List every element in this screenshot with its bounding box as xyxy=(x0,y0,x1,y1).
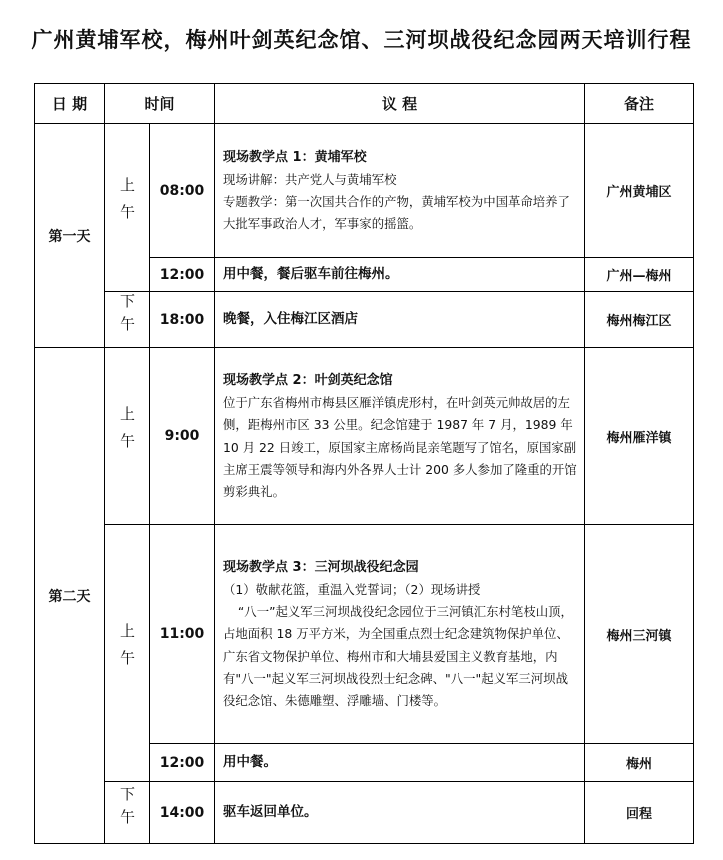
table-row xyxy=(35,782,694,844)
agenda-cell xyxy=(215,525,585,744)
agenda-cell: 晚餐，入住梅江区酒店 xyxy=(215,292,585,348)
agenda-line: 专题教学：第一次国共合作的产物，黄埔军校为中国革命培养了大批军事政治人才，军事家的摇篮。 xyxy=(223,194,570,232)
note-cell: 梅州 xyxy=(585,744,694,782)
header-agenda: 议 程 xyxy=(215,84,585,124)
agenda-line: 位于广东省梅州市梅县区雁洋镇虎形村，在叶剑英元帅故居的左侧，距梅州市区 33 公里。纪念馆建于 1987 年 7 月，1989 年 10 月 22 日竣工，原国家主席杨尚昆亲笔题写了馆名，原国家副主席王震等领导和海内外各界人士计 200 多人参加了隆重的开馆剪彩典礼。 xyxy=(223,395,577,499)
period-label: 上午 xyxy=(105,525,150,782)
time-cell: 12:00 xyxy=(150,744,215,782)
period-label: 下午 xyxy=(105,292,150,348)
header-date: 日 期 xyxy=(35,84,105,124)
period-label: 下午 xyxy=(105,782,150,844)
time-cell: 18:00 xyxy=(150,292,215,348)
agenda-heading: 现场教学点 1：黄埔军校 xyxy=(223,149,367,165)
note-cell: 广州黄埔区 xyxy=(585,124,694,258)
day-label: 第一天 xyxy=(35,124,105,348)
note-cell: 梅州梅江区 xyxy=(585,292,694,348)
time-cell: 08:00 xyxy=(150,124,215,258)
note-cell: 梅州三河镇 xyxy=(585,525,694,744)
table-row xyxy=(35,124,694,258)
agenda-heading: 现场教学点 2：叶剑英纪念馆 xyxy=(223,373,393,389)
agenda-cell: 驱车返回单位。 xyxy=(215,782,585,844)
day-label: 第二天 xyxy=(35,348,105,844)
time-cell: 14:00 xyxy=(150,782,215,844)
note-cell: 广州—梅州 xyxy=(585,258,694,292)
agenda-heading: 现场教学点 3：三河坝战役纪念园 xyxy=(223,560,419,576)
agenda-cell: 用中餐。 xyxy=(215,744,585,782)
time-cell: 9:00 xyxy=(150,348,215,525)
agenda-cell xyxy=(215,124,585,258)
agenda-cell: 用中餐，餐后驱车前往梅州。 xyxy=(215,258,585,292)
header-time: 时间 xyxy=(105,84,215,124)
time-cell: 12:00 xyxy=(150,258,215,292)
period-label: 上午 xyxy=(105,124,150,292)
time-cell: 11:00 xyxy=(150,525,215,744)
agenda-line: “八一”起义军三河坝战役纪念园位于三河镇汇东村笔枝山顶，占地面积 18 万平方米，为全国重点烈士纪念建筑物保护单位、广东省文物保护单位、梅州市和大埔县爱国主义教育基地，内有"八一"起义军三河坝战役烈士纪念碑、"八一"起义军三河坝战役纪念馆、朱德雕塑、浮雕墙、门楼等。 xyxy=(223,604,573,708)
header-note: 备注 xyxy=(585,84,694,124)
table-row xyxy=(35,525,694,744)
table-row xyxy=(35,348,694,525)
schedule-table xyxy=(34,83,694,844)
agenda-cell xyxy=(215,348,585,525)
page-title: 广州黄埔军校，梅州叶剑英纪念馆、三河坝战役纪念园两天培训行程 xyxy=(31,27,692,52)
agenda-line: 现场讲解：共产党人与黄埔军校 xyxy=(223,171,397,187)
note-cell: 回程 xyxy=(585,782,694,844)
agenda-line: （1）敬献花篮，重温入党誓词；（2）现场讲授 xyxy=(223,582,481,598)
note-cell: 梅州雁洋镇 xyxy=(585,348,694,525)
period-label: 上午 xyxy=(105,348,150,525)
table-row xyxy=(35,292,694,348)
header-row xyxy=(35,84,694,124)
